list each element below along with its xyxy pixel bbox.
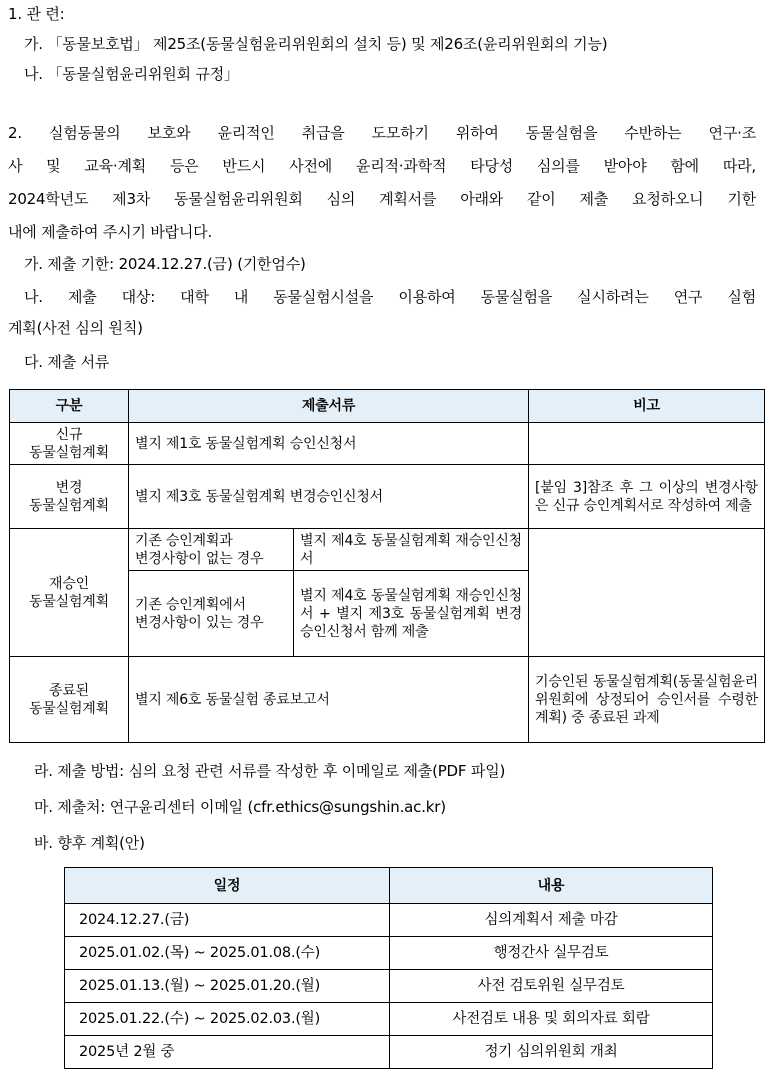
plan-schedule-cell: 2025.01.02.(목) ~ 2025.01.08.(수): [65, 937, 390, 970]
table-row: [65, 937, 713, 970]
table-row: [65, 1036, 713, 1069]
docs-category-reapprove: 재승인 동물실험계획: [10, 529, 129, 657]
plan-content-cell: 행정간사 실무검토: [390, 937, 713, 970]
submission-target-cont: 계획(사전 심의 원칙): [8, 319, 143, 337]
section1-item-na: 나. 「동물실험윤리위원회 규정」: [24, 65, 239, 83]
docs-cell: 별지 제4호 동물실험계획 재승인신청서 + 별지 제3호 동물실험계획 변경승인신청서 함께 제출: [294, 571, 529, 657]
table-row: [65, 970, 713, 1003]
docs-category-change: 변경 동물실험계획: [10, 465, 129, 529]
docs-category-ended: 종료된 동물실험계획: [10, 657, 129, 743]
plan-schedule-cell: 2024.12.27.(금): [65, 904, 390, 937]
future-plan-heading: 바. 향후 계획(안): [34, 834, 145, 852]
plan-schedule-cell: 2025.01.13.(월) ~ 2025.01.20.(월): [65, 970, 390, 1003]
table-row: [65, 1003, 713, 1036]
submission-docs-heading: 다. 제출 서류: [24, 353, 110, 371]
docs-note-cell: [529, 529, 765, 657]
table-row: [10, 465, 765, 529]
docs-note-cell: [529, 423, 765, 465]
plan-header-schedule: 일정: [65, 868, 390, 904]
plan-content-cell: 사전검토 내용 및 회의자료 회람: [390, 1003, 713, 1036]
docs-condition-cell: 기존 승인계획과 변경사항이 없는 경우: [129, 529, 294, 571]
docs-header-note: 비고: [529, 390, 765, 423]
section1-item-ga: 가. 「동물보호법」 제25조(동물실험윤리위원회의 설치 등) 및 제26조(윤리위원회의 기능): [24, 35, 608, 53]
docs-cell: 별지 제1호 동물실험계획 승인신청서: [129, 423, 529, 465]
submission-docs-table: [9, 389, 765, 743]
table-row: [65, 904, 713, 937]
plan-content-cell: 사전 검토위원 실무검토: [390, 970, 713, 1003]
future-plan-table: [64, 867, 713, 1069]
docs-condition-cell: 기존 승인계획에서 변경사항이 있는 경우: [129, 571, 294, 657]
plan-header-content: 내용: [390, 868, 713, 904]
submission-contact: 마. 제출처: 연구윤리센터 이메일 (cfr.ethics@sungshin.ac.kr): [34, 798, 446, 816]
docs-category-new: 신규 동물실험계획: [10, 423, 129, 465]
submission-target: 나. 제출 대상: 대학 내 동물실험시설을 이용하여 동물실험을 실시하려는 연구 실험: [24, 288, 756, 306]
plan-schedule-cell: 2025년 2월 중: [65, 1036, 390, 1069]
plan-schedule-cell: 2025.01.22.(수) ~ 2025.02.03.(월): [65, 1003, 390, 1036]
table-row: [10, 529, 765, 571]
plan-content-cell: 심의계획서 제출 마감: [390, 904, 713, 937]
plan-content-cell: 정기 심의위원회 개최: [390, 1036, 713, 1069]
docs-note-cell: [붙임 3]참조 후 그 이상의 변경사항은 신규 승인계획서로 작성하여 제출: [529, 465, 765, 529]
docs-note-cell: 기승인된 동물실험계획(동물실험윤리위원회에 상정되어 승인서를 수령한 계획) 중 종료된 과제: [529, 657, 765, 743]
submission-deadline: 가. 제출 기한: 2024.12.27.(금) (기한엄수): [24, 255, 306, 273]
section2-paragraph-line: 2. 실험동물의 보호와 윤리적인 취급을 도모하기 위하여 동물실험을 수반하는 연구·조: [8, 124, 756, 142]
docs-header-category: 구분: [10, 390, 129, 423]
section2-paragraph-line: 사 및 교육·계획 등은 반드시 사전에 윤리적·과학적 타당성 심의를 받아야 함에 따라,: [8, 157, 756, 175]
docs-cell: 별지 제4호 동물실험계획 재승인신청서: [294, 529, 529, 571]
docs-header-docs: 제출서류: [129, 390, 529, 423]
table-row: [10, 423, 765, 465]
section2-paragraph-line: 내에 제출하여 주시기 바랍니다.: [8, 223, 213, 241]
section2-paragraph-line: 2024학년도 제3차 동물실험윤리위원회 심의 계획서를 아래와 같이 제출 요청하오니 기한: [8, 190, 756, 208]
table-row: [10, 657, 765, 743]
docs-cell: 별지 제3호 동물실험계획 변경승인신청서: [129, 465, 529, 529]
submission-method: 라. 제출 방법: 심의 요청 관련 서류를 작성한 후 이메일로 제출(PDF 파일): [34, 762, 506, 780]
docs-cell: 별지 제6호 동물실험 종료보고서: [129, 657, 529, 743]
section1-heading: 1. 관 련:: [8, 5, 65, 23]
